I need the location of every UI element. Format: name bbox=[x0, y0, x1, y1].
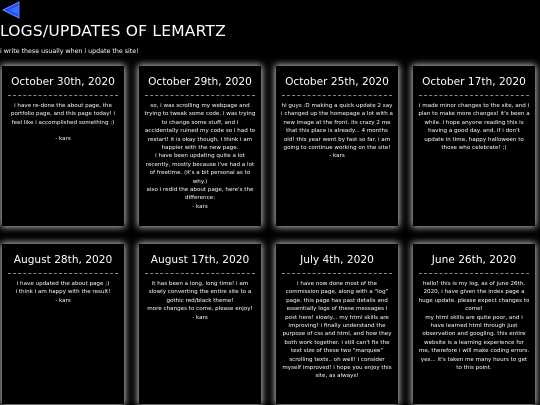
update-card bbox=[2, 66, 124, 226]
update-date: June 26th, 2020 bbox=[431, 254, 517, 266]
update-body bbox=[2, 280, 124, 305]
update-text: it has been a long, long time! i am slowly converting the entire site to a gothic red/black theme! more changes to come, please enjoy! bbox=[147, 281, 253, 313]
update-body bbox=[2, 102, 124, 144]
update-body bbox=[413, 280, 535, 372]
divider bbox=[282, 273, 392, 274]
update-date: October 29th, 2020 bbox=[148, 76, 252, 88]
update-text: i have now done most of the commission page, along with a "log" page. this page has past details and essentially logs of these messages i post here! slowly... my html skills are improving! i finally understand the purpose of css and html, and how they both work together. i still can't fix the text size of these two "marquee" scrolling texts.. oh well! i consider myself improved! i hope you enjoy this site, as always! bbox=[282, 281, 392, 380]
divider bbox=[8, 95, 118, 96]
update-text: i have updated the about page ;) i think i am happy with the result! bbox=[15, 281, 111, 296]
update-signature: - kars bbox=[192, 203, 208, 210]
update-text: hello! this is my log, as of june 26th, 2020, i have given the index page a huge update. please expect changes to come! my html skills are quite poor, and i have learned html through just observation and googling. this entire website is a learning experience for me, therefore i will make coding errors. yes... it's taken me many hours to get to this point. bbox=[418, 281, 530, 372]
update-card bbox=[2, 244, 124, 404]
update-text: hi guys :D making a quick update 2 say i changed up the homepage a lot with a new image at the front. its crazy 2 me that this place is already... 4 months old! this year went by fast so far. i am going to continue working on the site! bbox=[281, 103, 393, 152]
update-card bbox=[139, 244, 261, 404]
update-body bbox=[413, 102, 535, 152]
divider bbox=[145, 273, 255, 274]
divider bbox=[282, 95, 392, 96]
update-card bbox=[413, 244, 535, 404]
update-card bbox=[276, 244, 398, 404]
update-text: so, i was scrolling my webpage and trying to tweak some code. i was trying to change some stuff, and i accidentally ruined my code so i had to restart! it is okay though, i think i am happier with the new page. i have been updating quite a lot recently, mostly because i've had a lot of freetime. (it's a bit personal as to why.) also i redid the about page, here's the difference: bbox=[144, 103, 256, 202]
update-date: October 17th, 2020 bbox=[422, 76, 526, 88]
back-arrow-icon[interactable] bbox=[2, 1, 20, 19]
update-date: August 17th, 2020 bbox=[150, 254, 250, 266]
update-date: August 28th, 2020 bbox=[13, 254, 113, 266]
update-body bbox=[139, 280, 261, 322]
update-signature: - kars bbox=[329, 153, 345, 160]
update-card bbox=[276, 66, 398, 226]
divider bbox=[419, 273, 529, 274]
update-date: October 25th, 2020 bbox=[285, 76, 389, 88]
update-card bbox=[139, 66, 261, 226]
page-title: LOGS/UPDATES OF LEMARTZ bbox=[0, 22, 226, 40]
update-body bbox=[139, 102, 261, 211]
update-text: i made minor changes to the site, and i plan to make more changes! it's been a while. i hope anyone reading this is having a good day. and, if i don't update in time, happy halloween to those who celebrate! ;) bbox=[418, 103, 530, 152]
update-signature: - kars bbox=[55, 136, 71, 143]
update-date: July 4th, 2020 bbox=[300, 254, 374, 266]
divider bbox=[8, 273, 118, 274]
update-card bbox=[413, 66, 535, 226]
update-body bbox=[276, 102, 398, 161]
update-date: October 30th, 2020 bbox=[11, 76, 115, 88]
divider bbox=[145, 95, 255, 96]
update-signature: - kars bbox=[192, 314, 208, 321]
page-subtitle: i write these usually when i update the site! bbox=[0, 48, 139, 55]
update-body bbox=[276, 280, 398, 381]
updates-row-1 bbox=[0, 66, 540, 226]
divider bbox=[419, 95, 529, 96]
update-signature: - kars bbox=[55, 297, 71, 304]
updates-row-2 bbox=[0, 244, 540, 404]
update-text: i have re-done the about page, the portfolio page, and this page today! i feel like i accomplished something :) bbox=[10, 103, 116, 126]
